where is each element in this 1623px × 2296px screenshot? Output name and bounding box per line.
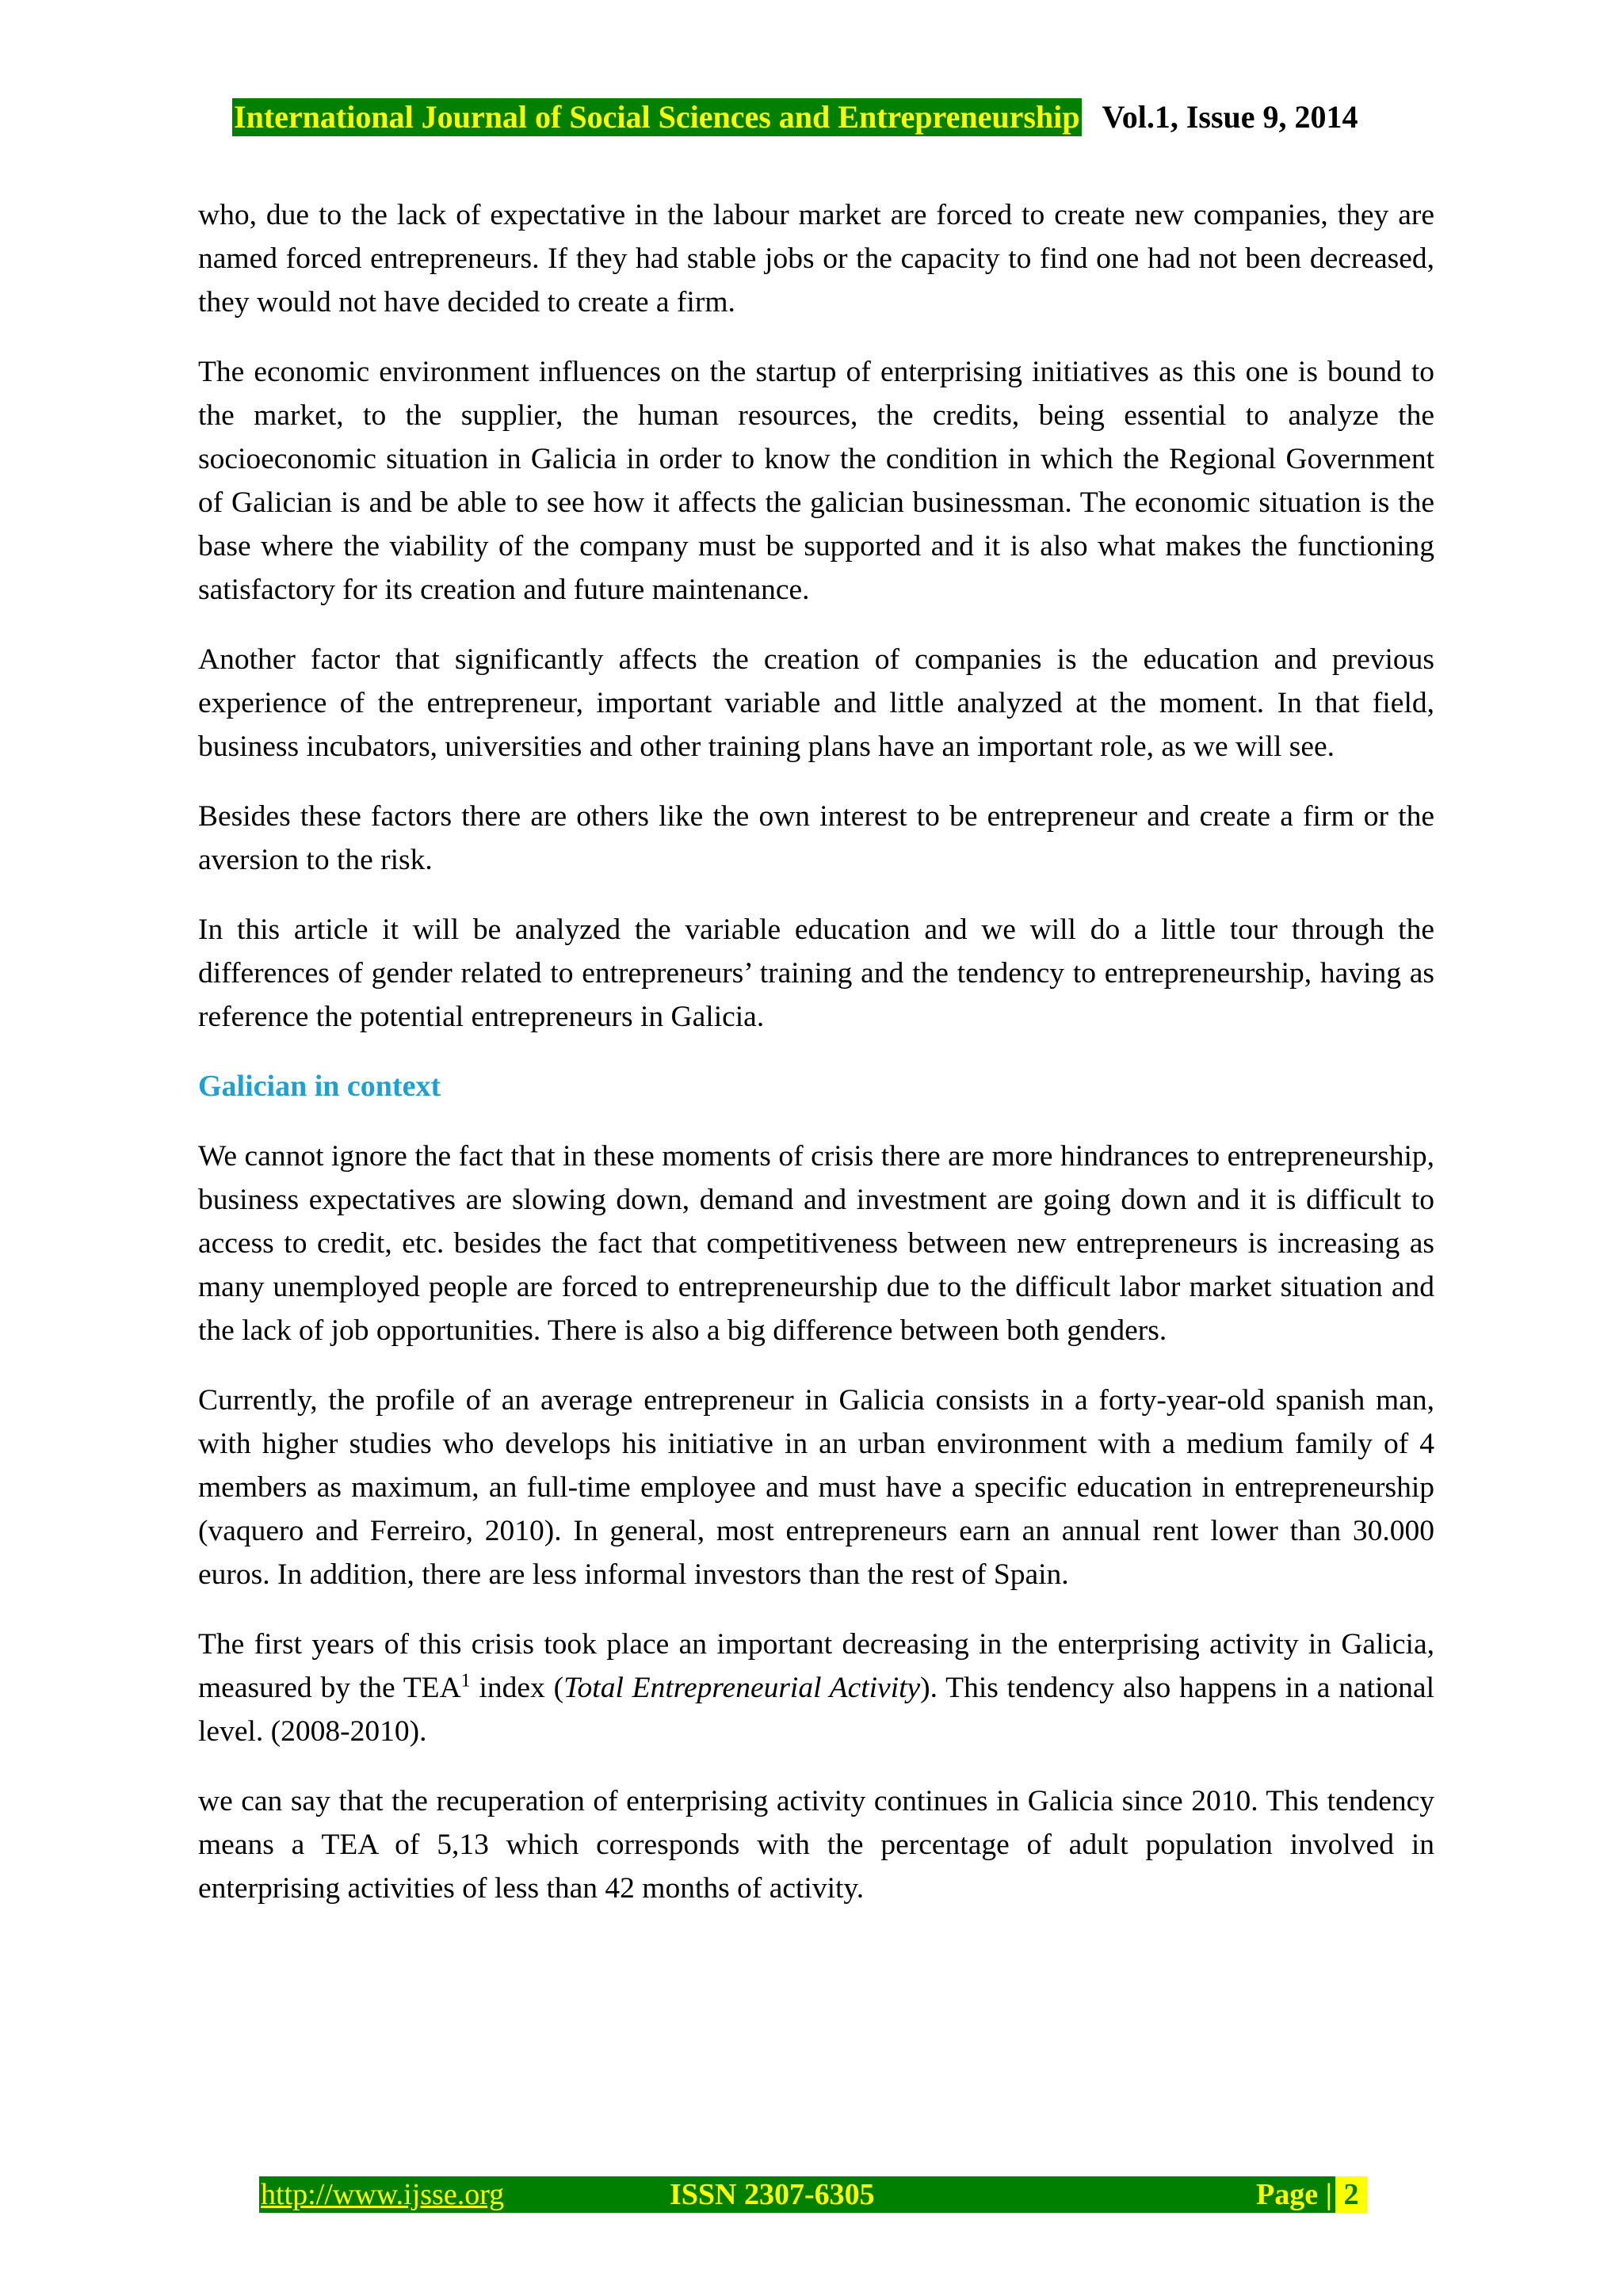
page-label: Page |: [1256, 2178, 1332, 2211]
paragraph-5: In this article it will be analyzed the variable education and we will do a little tour through the differences of gender related to entrepreneurs’ training and the tendency to entrepreneurship, having as reference the potential entrepreneurs in Galicia.: [198, 913, 1434, 1033]
journal-url-link[interactable]: http://www.ijsse.org: [261, 2178, 505, 2211]
paragraph-3: Another factor that significantly affects the creation of companies is the education and previous experience of the entrepreneur, important variable and little analyzed at the moment. In that field, business incubators, universities and other training plans have an important role, as we will see.: [198, 643, 1434, 763]
paragraph-8: [198, 1623, 1434, 1753]
issn-label: ISSN 2307-6305: [670, 2178, 875, 2211]
paragraph-4: Besides these factors there are others like the own interest to be entrepreneur and create a firm or the aversion to the risk.: [198, 800, 1434, 876]
journal-title: International Journal of Social Sciences and Entrepreneurship: [234, 99, 1080, 135]
paragraph-2: The economic environment influences on the startup of enterprising initiatives as this one is bound to the market, to the supplier, the human resources, the credits, being essential to analyze the socioeconomic situation in Galicia in order to know the condition in which the Regional Government of Galician is and be able to see how it affects the galician businessman. The economic situation is the base where the viability of the company must be supported and it is also what makes the functioning satisfactory for its creation and future maintenance.: [198, 356, 1434, 606]
running-footer: [259, 2176, 1367, 2213]
footnote-marker[interactable]: 1: [460, 1670, 471, 1691]
tea-definition: Total Entrepreneurial Activity: [563, 1672, 921, 1704]
page-number: 2: [1335, 2176, 1367, 2213]
section-heading: Galician in context: [198, 1070, 441, 1103]
article-body: [198, 193, 1434, 1936]
running-header: [232, 98, 1358, 136]
paragraph-8-text-a: The first years of this crisis took place an important decreasing in the enterprising activity in Galicia, measured by the TEA: [198, 1628, 1434, 1704]
paragraph-7: Currently, the profile of an average entrepreneur in Galicia consists in a forty-year-old spanish man, with higher studies who develops his initiative in an urban environment with a medium family of 4 members as maximum, an full-time employee and must have a specific education in entrepreneurship (vaquero and Ferreiro, 2010). In general, most entrepreneurs earn an annual rent lower than 30.000 euros. In addition, there are less informal investors than the rest of Spain.: [198, 1384, 1434, 1591]
volume-issue: Vol.1, Issue 9, 2014: [1102, 99, 1358, 135]
paragraph-8-text-c: ). This tendency also happens in a national level. (2008-2010).: [198, 1672, 1434, 1748]
paragraph-6: We cannot ignore the fact that in these moments of crisis there are more hindrances to entrepreneurship, business expectatives are slowing down, demand and investment are going down and it is difficult to access to credit, etc. besides the fact that competitiveness between new entrepreneurs is increasing as many unemployed people are forced to entrepreneurship due to the difficult labor market situation and the lack of job opportunities. There is also a big difference between both genders.: [198, 1140, 1434, 1347]
paragraph-9: we can say that the recuperation of enterprising activity continues in Galicia since 2010. This tendency means a TEA of 5,13 which corresponds with the percentage of adult population involved in enterprising activities of less than 42 months of activity.: [198, 1785, 1434, 1905]
paragraph-8-text-b: index (: [470, 1672, 564, 1704]
paragraph-1: who, due to the lack of expectative in the labour market are forced to create new companies, they are named forced entrepreneurs. If they had stable jobs or the capacity to find one had not been decreased, they would not have decided to create a firm.: [198, 199, 1434, 318]
